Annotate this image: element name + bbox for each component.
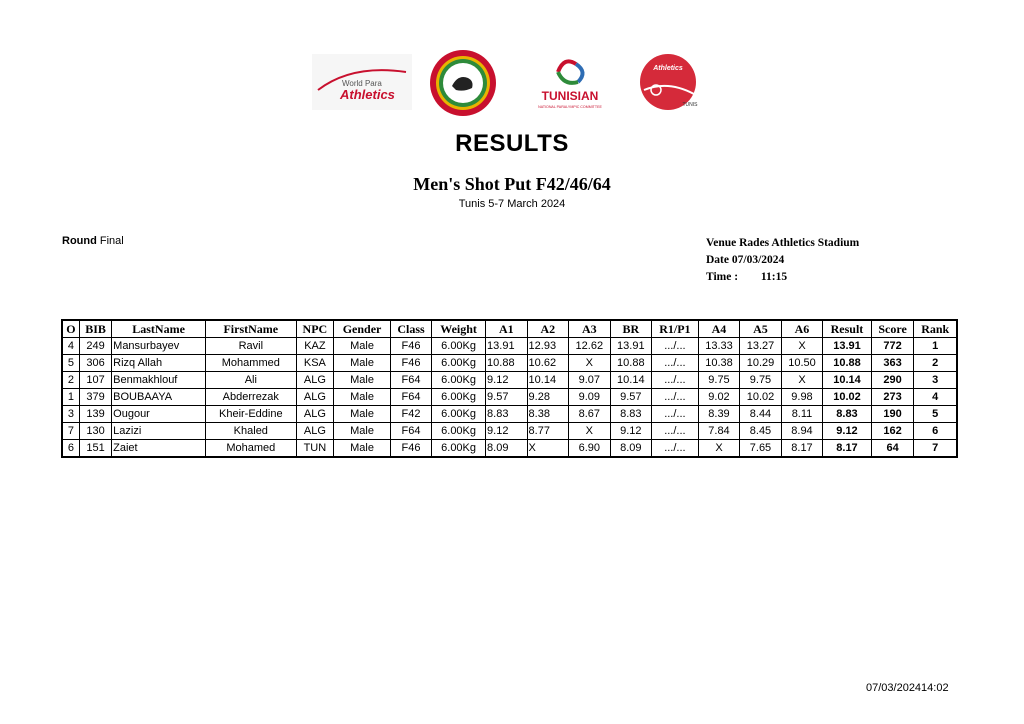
table-cell: 9.57 xyxy=(486,389,528,406)
column-header-firstname: FirstName xyxy=(206,320,297,338)
results-body xyxy=(62,338,957,458)
table-cell: Kheir-Eddine xyxy=(206,406,297,423)
table-cell: Male xyxy=(334,389,391,406)
table-cell: Male xyxy=(334,338,391,355)
table-cell: 772 xyxy=(871,338,914,355)
table-cell: 190 xyxy=(871,406,914,423)
table-cell: 8.67 xyxy=(569,406,611,423)
table-cell: .../... xyxy=(652,440,699,458)
table-cell: Male xyxy=(334,355,391,372)
table-cell: 6.00Kg xyxy=(432,406,486,423)
column-header-br: BR xyxy=(610,320,652,338)
table-cell: 9.57 xyxy=(610,389,652,406)
table-cell: 9.98 xyxy=(781,389,823,406)
table-row xyxy=(62,338,957,355)
table-cell: X xyxy=(569,355,611,372)
table-cell: 12.93 xyxy=(527,338,569,355)
venue-row xyxy=(706,235,859,252)
table-cell: 10.14 xyxy=(610,372,652,389)
table-cell: 2 xyxy=(62,372,79,389)
date-label: Date xyxy=(706,254,729,266)
table-cell: 8.17 xyxy=(823,440,872,458)
column-header-a6: A6 xyxy=(781,320,823,338)
table-cell: 13.91 xyxy=(823,338,872,355)
table-cell: .../... xyxy=(652,423,699,440)
svg-text:Athletics: Athletics xyxy=(340,87,395,102)
table-cell: 9.02 xyxy=(698,389,740,406)
table-cell: .../... xyxy=(652,406,699,423)
table-cell: Benmakhlouf xyxy=(112,372,206,389)
table-cell: 10.14 xyxy=(823,372,872,389)
table-cell: Rizq Allah xyxy=(112,355,206,372)
tunisian-paralympic-logo xyxy=(530,50,610,114)
table-cell: .../... xyxy=(652,338,699,355)
table-header-row xyxy=(62,320,957,338)
table-cell: Ougour xyxy=(112,406,206,423)
round-info xyxy=(62,235,124,247)
table-cell: 9.12 xyxy=(486,372,528,389)
table-cell: .../... xyxy=(652,355,699,372)
table-cell: Lazizi xyxy=(112,423,206,440)
table-row xyxy=(62,372,957,389)
table-cell: 8.17 xyxy=(781,440,823,458)
table-cell: 306 xyxy=(79,355,111,372)
page-title: RESULTS xyxy=(455,130,569,157)
table-cell: Mohammed xyxy=(206,355,297,372)
table-cell: 12.62 xyxy=(569,338,611,355)
venue-value: Rades Athletics Stadium xyxy=(739,237,860,249)
table-cell: X xyxy=(527,440,569,458)
table-cell: 10.50 xyxy=(781,355,823,372)
date-row xyxy=(706,252,859,269)
table-cell: 6 xyxy=(62,440,79,458)
column-header-r1-p1: R1/P1 xyxy=(652,320,699,338)
table-cell: Abderrezak xyxy=(206,389,297,406)
table-cell: .../... xyxy=(652,389,699,406)
table-cell: 9.28 xyxy=(527,389,569,406)
table-cell: 10.62 xyxy=(527,355,569,372)
table-cell: 10.14 xyxy=(527,372,569,389)
time-value: 11:15 xyxy=(760,271,788,283)
table-cell: 7 xyxy=(62,423,79,440)
table-cell: 290 xyxy=(871,372,914,389)
event-title: Men's Shot Put F42/46/64 xyxy=(413,174,611,194)
table-cell: 2 xyxy=(914,355,957,372)
table-cell: 8.38 xyxy=(527,406,569,423)
table-cell: 10.88 xyxy=(823,355,872,372)
table-cell: 4 xyxy=(914,389,957,406)
table-cell: F64 xyxy=(390,389,431,406)
table-cell: 6.90 xyxy=(569,440,611,458)
time-label: Time : xyxy=(706,271,739,283)
table-cell: 8.77 xyxy=(527,423,569,440)
venue-label: Venue xyxy=(706,237,737,249)
table-cell: 6.00Kg xyxy=(432,440,486,458)
table-cell: Zaiet xyxy=(112,440,206,458)
table-cell: 10.29 xyxy=(740,355,782,372)
table-cell: 4 xyxy=(62,338,79,355)
round-value: Final xyxy=(99,235,124,247)
column-header-a3: A3 xyxy=(569,320,611,338)
table-cell: Khaled xyxy=(206,423,297,440)
table-cell: 9.75 xyxy=(740,372,782,389)
table-cell: 5 xyxy=(62,355,79,372)
column-header-class: Class xyxy=(390,320,431,338)
table-cell: 139 xyxy=(79,406,111,423)
table-row xyxy=(62,440,957,458)
venue-info xyxy=(706,235,859,286)
svg-text:NATIONAL PARALYMPIC COMMITTEE: NATIONAL PARALYMPIC COMMITTEE xyxy=(538,105,602,109)
table-cell: 13.91 xyxy=(486,338,528,355)
table-cell: 151 xyxy=(79,440,111,458)
table-cell: 8.94 xyxy=(781,423,823,440)
grand-prix-logo xyxy=(634,50,706,114)
table-cell: 13.91 xyxy=(610,338,652,355)
table-cell: F64 xyxy=(390,372,431,389)
table-cell: 3 xyxy=(62,406,79,423)
table-cell: 8.39 xyxy=(698,406,740,423)
table-cell: 7.65 xyxy=(740,440,782,458)
column-header-gender: Gender xyxy=(334,320,391,338)
table-cell: 363 xyxy=(871,355,914,372)
world-para-athletics-logo xyxy=(312,54,412,110)
table-cell: 10.88 xyxy=(610,355,652,372)
column-header-lastname: LastName xyxy=(112,320,206,338)
table-cell: 162 xyxy=(871,423,914,440)
table-cell: F42 xyxy=(390,406,431,423)
column-header-npc: NPC xyxy=(296,320,334,338)
column-header-score: Score xyxy=(871,320,914,338)
table-cell: ALG xyxy=(296,406,334,423)
table-cell: KAZ xyxy=(296,338,334,355)
table-cell: 9.12 xyxy=(610,423,652,440)
table-cell: 9.12 xyxy=(486,423,528,440)
table-cell: 3 xyxy=(914,372,957,389)
table-cell: F46 xyxy=(390,338,431,355)
table-cell: 8.83 xyxy=(486,406,528,423)
table-cell: X xyxy=(698,440,740,458)
table-cell: 7.84 xyxy=(698,423,740,440)
table-cell: ALG xyxy=(296,389,334,406)
table-cell: 10.88 xyxy=(486,355,528,372)
table-cell: 379 xyxy=(79,389,111,406)
table-cell: 10.02 xyxy=(823,389,872,406)
table-cell: 13.33 xyxy=(698,338,740,355)
table-cell: 8.45 xyxy=(740,423,782,440)
results-table xyxy=(61,319,958,458)
svg-text:Athletics: Athletics xyxy=(653,65,683,72)
table-cell: Ali xyxy=(206,372,297,389)
svg-text:World Para: World Para xyxy=(342,79,382,88)
olympic-committee-logo xyxy=(428,48,498,118)
column-header-bib: BIB xyxy=(79,320,111,338)
table-cell: 10.02 xyxy=(740,389,782,406)
table-cell: F46 xyxy=(390,355,431,372)
table-cell: 8.83 xyxy=(610,406,652,423)
table-cell: Mohamed xyxy=(206,440,297,458)
svg-text:TUNISIAN: TUNISIAN xyxy=(541,89,599,103)
table-cell: 6.00Kg xyxy=(432,338,486,355)
table-cell: .../... xyxy=(652,372,699,389)
table-cell: 8.11 xyxy=(781,406,823,423)
table-cell: 10.38 xyxy=(698,355,740,372)
column-header-rank: Rank xyxy=(914,320,957,338)
table-cell: 9.75 xyxy=(698,372,740,389)
table-cell: KSA xyxy=(296,355,334,372)
round-label: Round xyxy=(62,235,97,247)
print-timestamp: 07/03/202414:02 xyxy=(866,682,949,694)
table-cell: Male xyxy=(334,406,391,423)
table-cell: X xyxy=(781,372,823,389)
table-cell: 6.00Kg xyxy=(432,355,486,372)
table-cell: ALG xyxy=(296,372,334,389)
table-cell: 6.00Kg xyxy=(432,423,486,440)
table-cell: Mansurbayev xyxy=(112,338,206,355)
table-cell: ALG xyxy=(296,423,334,440)
table-cell: 13.27 xyxy=(740,338,782,355)
table-cell: Ravil xyxy=(206,338,297,355)
table-cell: F46 xyxy=(390,440,431,458)
table-row xyxy=(62,389,957,406)
table-cell: 64 xyxy=(871,440,914,458)
column-header-a5: A5 xyxy=(740,320,782,338)
table-cell: 1 xyxy=(914,338,957,355)
table-cell: F64 xyxy=(390,423,431,440)
column-header-a1: A1 xyxy=(486,320,528,338)
table-row xyxy=(62,406,957,423)
svg-text:TUNIS: TUNIS xyxy=(682,102,698,108)
table-cell: 8.44 xyxy=(740,406,782,423)
table-cell: 8.09 xyxy=(610,440,652,458)
table-cell: 9.07 xyxy=(569,372,611,389)
column-header-o: O xyxy=(62,320,79,338)
time-row xyxy=(706,269,859,286)
table-cell: 7 xyxy=(914,440,957,458)
table-cell: Male xyxy=(334,440,391,458)
table-cell: 249 xyxy=(79,338,111,355)
column-header-a4: A4 xyxy=(698,320,740,338)
table-cell: 273 xyxy=(871,389,914,406)
table-cell: 130 xyxy=(79,423,111,440)
table-cell: 6.00Kg xyxy=(432,389,486,406)
table-row xyxy=(62,423,957,440)
table-cell: Male xyxy=(334,423,391,440)
column-header-a2: A2 xyxy=(527,320,569,338)
table-cell: 107 xyxy=(79,372,111,389)
table-cell: TUN xyxy=(296,440,334,458)
table-cell: 6 xyxy=(914,423,957,440)
table-cell: Male xyxy=(334,372,391,389)
table-cell: 9.09 xyxy=(569,389,611,406)
table-cell: X xyxy=(781,338,823,355)
date-value: 07/03/2024 xyxy=(731,254,785,266)
event-dates: Tunis 5-7 March 2024 xyxy=(458,198,566,210)
table-cell: X xyxy=(569,423,611,440)
column-header-result: Result xyxy=(823,320,872,338)
table-cell: 9.12 xyxy=(823,423,872,440)
table-cell: 8.83 xyxy=(823,406,872,423)
table-cell: BOUBAAYA xyxy=(112,389,206,406)
table-cell: 1 xyxy=(62,389,79,406)
table-cell: 8.09 xyxy=(486,440,528,458)
logo-strip xyxy=(0,46,1024,118)
table-row xyxy=(62,355,957,372)
table-cell: 5 xyxy=(914,406,957,423)
column-header-weight: Weight xyxy=(432,320,486,338)
table-cell: 6.00Kg xyxy=(432,372,486,389)
